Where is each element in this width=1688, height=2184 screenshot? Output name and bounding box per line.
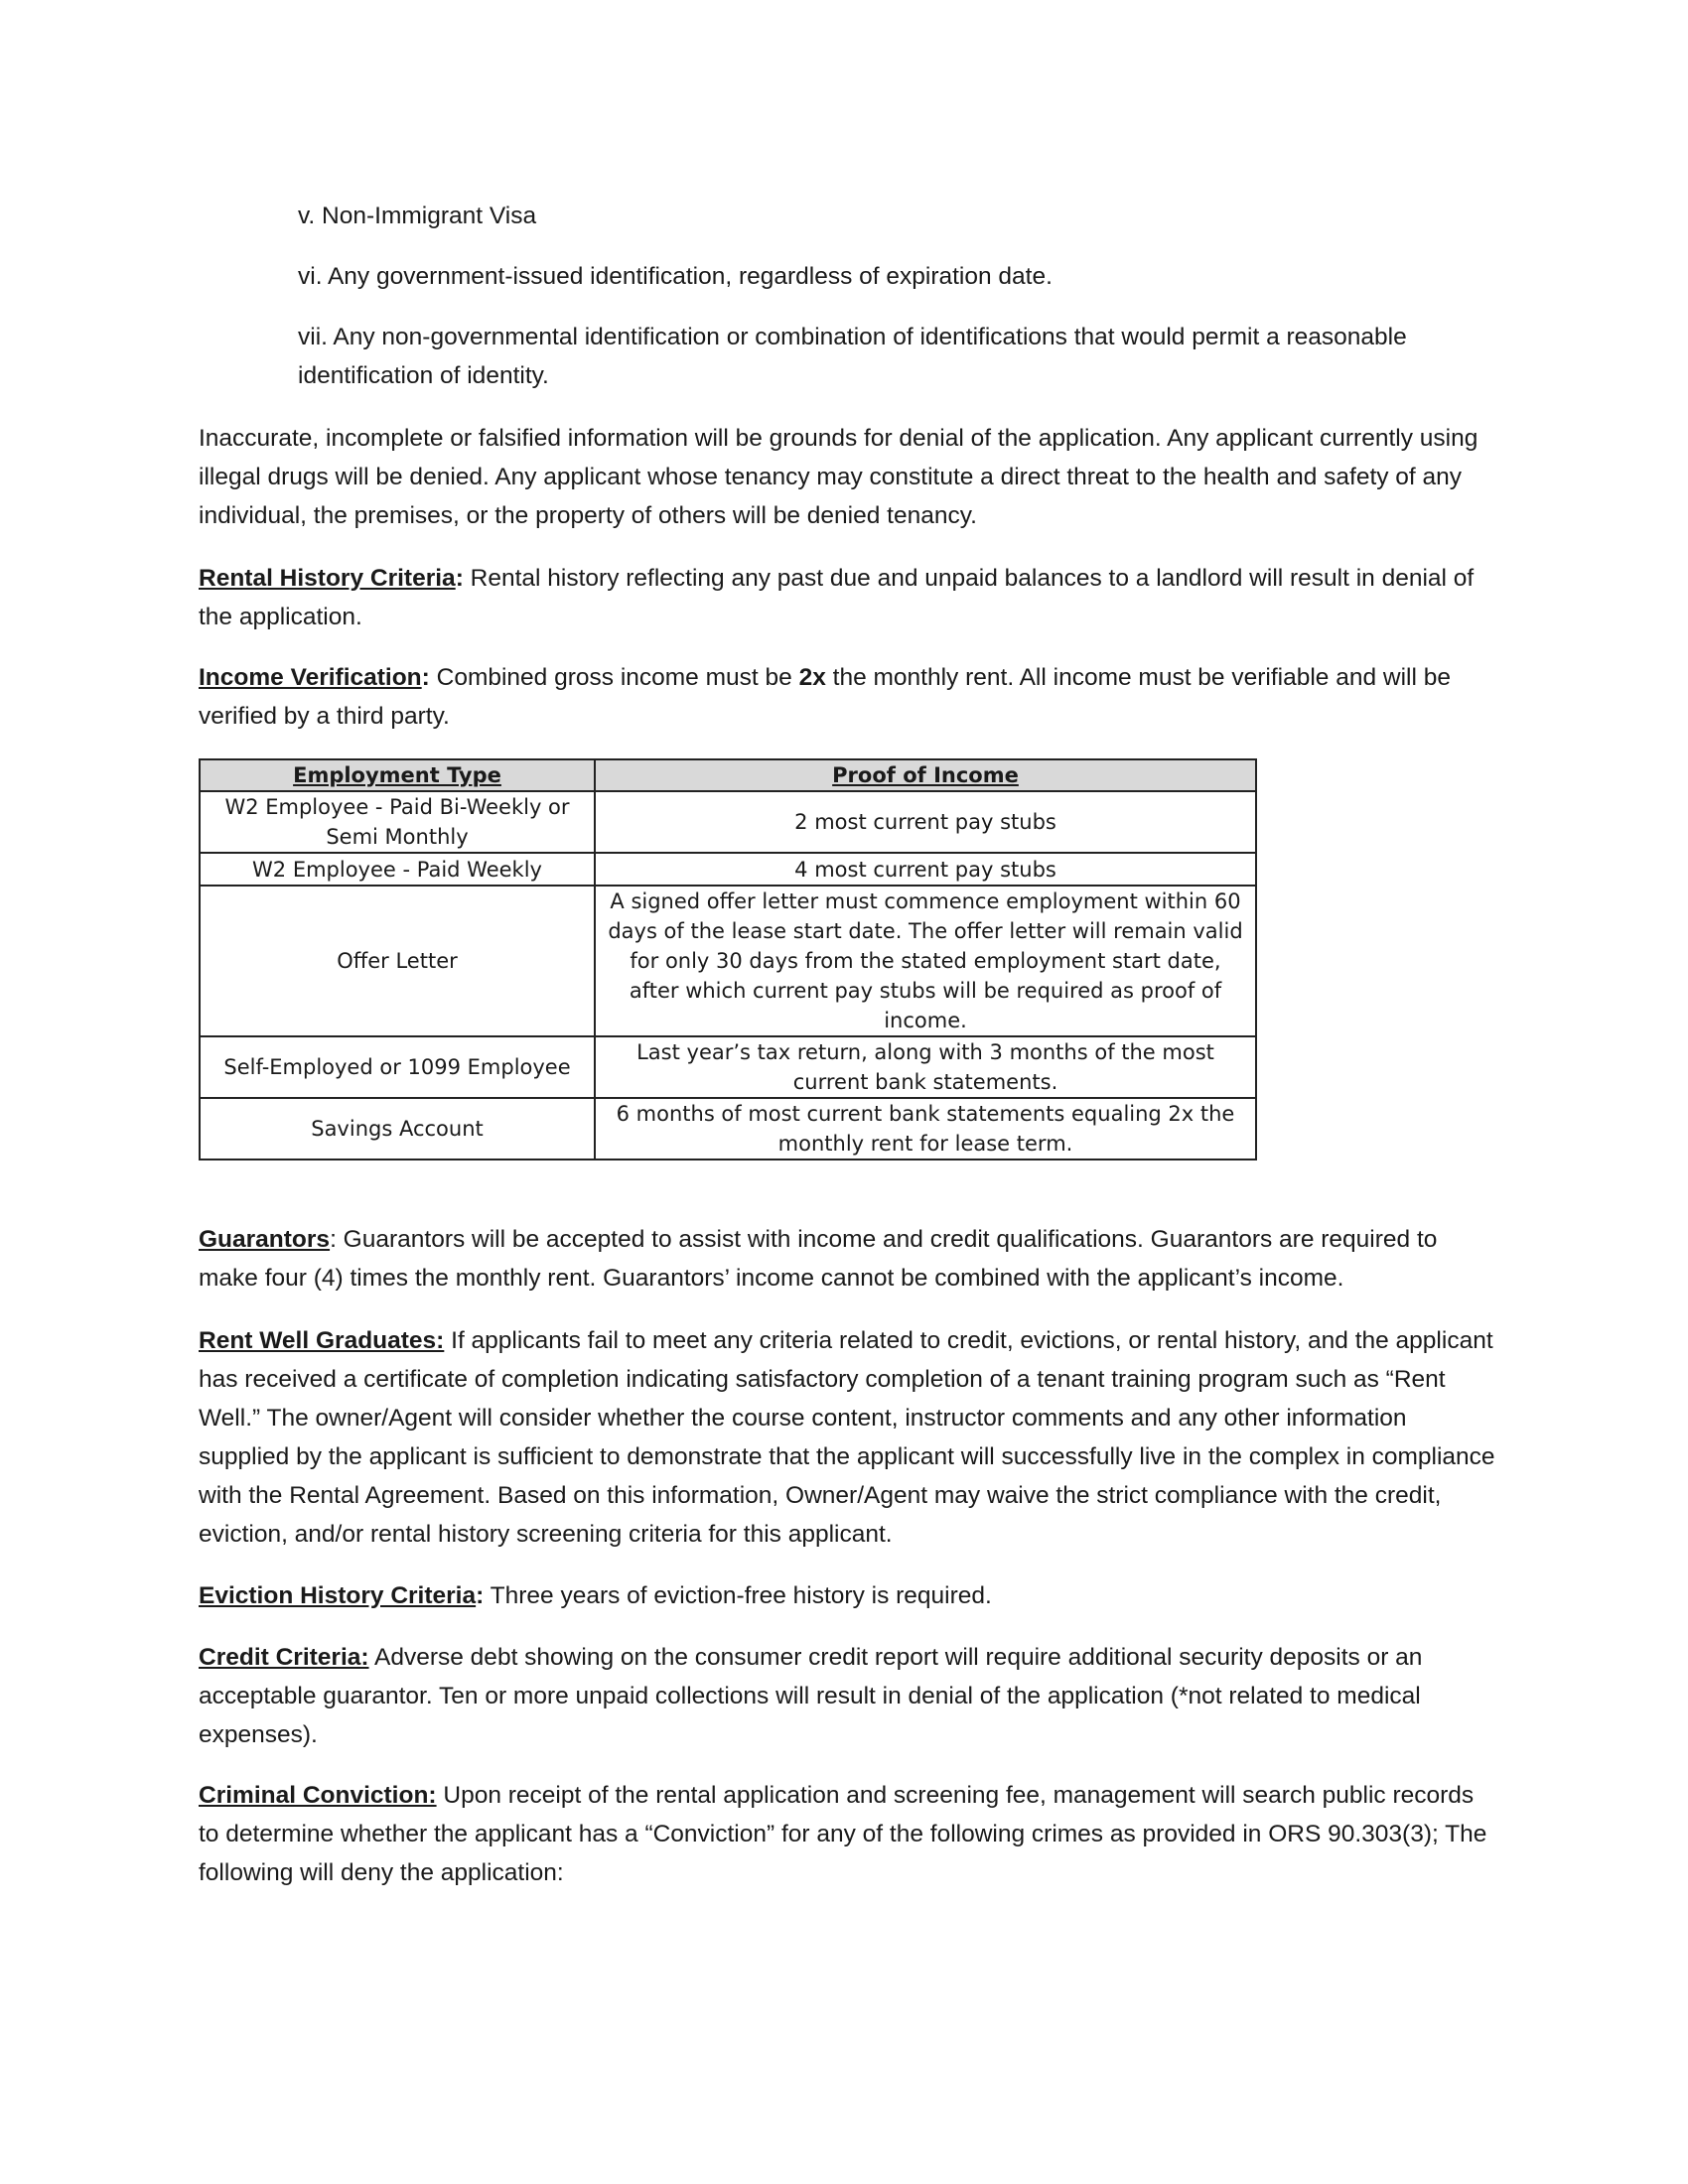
header-employment-type: Employment Type — [200, 759, 595, 791]
employment-type-cell: Offer Letter — [200, 886, 595, 1036]
proof-of-income-cell: Last year’s tax return, along with 3 months of the most current bank statements. — [595, 1036, 1256, 1098]
id-list-item-vii: vii. Any non-governmental identification or combination of identifications that would permit a reasonable identification of identity. — [298, 324, 1407, 389]
table-row — [200, 853, 1256, 886]
rental-history-text: Rental history reflecting any past due and unpaid balances to a landlord will result in denial of the application. — [199, 565, 1475, 630]
rental-history-section: Rental History Criteria: Rental history reflecting any past due and unpaid balances to a landlord will result in denial of the application. — [199, 565, 1475, 630]
table-header-row — [200, 759, 1256, 791]
criminal-conviction-text: Upon receipt of the rental application and screening fee, management will search public records to determine whether the applicant has a “Conviction” for any of the following crimes as provided in ORS 90.303(3); The following will deny the application: — [199, 1782, 1487, 1886]
employment-type-cell: W2 Employee - Paid Bi-Weekly or Semi Monthly — [200, 791, 595, 853]
criminal-conviction-heading: Criminal Conviction: — [199, 1782, 437, 1809]
income-verification-text-after: the monthly rent. All income must be verifiable and will be verified by a third party. — [199, 664, 1451, 730]
rent-well-section — [199, 1321, 1499, 1554]
income-verification-heading: Income Verification — [199, 664, 422, 691]
id-list-item-v: v. Non-Immigrant Visa — [298, 203, 537, 229]
inaccurate-info-paragraph: Inaccurate, incomplete or falsified information will be grounds for denial of the application. Any applicant currently using illegal drugs will be denied. Any applicant whose tenancy may constitute a direct threat to the health and safety of any individual, the premises, or the property of others will be denied tenancy. — [199, 425, 1478, 529]
header-proof-of-income: Proof of Income — [595, 759, 1256, 791]
employment-type-cell: Savings Account — [200, 1098, 595, 1160]
table-row — [200, 886, 1256, 1036]
guarantors-heading: Guarantors — [199, 1226, 331, 1253]
income-verification-text-before: Combined gross income must be — [429, 664, 799, 691]
rent-well-heading: Rent Well Graduates: — [199, 1327, 445, 1354]
rental-history-heading: Rental History Criteria — [199, 565, 456, 592]
rent-well-text: If applicants fail to meet any criteria related to credit, evictions, or rental history, and the applicant has received a certificate of completion indicating satisfactory completion of a tenant training program such as “Rent Well.” The owner/Agent will consider whether the course content, instructor comments and any other information supplied by the applicant is sufficient to demonstrate that the applicant will successfully live in the complex in compliance with the Rental Agreement. Based on this information, Owner/Agent may waive the strict compliance with the credit, eviction, and/or rental history screening criteria for this applicant. — [199, 1327, 1495, 1548]
employment-type-cell: W2 Employee - Paid Weekly — [200, 853, 595, 886]
income-proof-table — [199, 758, 1257, 1160]
credit-criteria-text: Adverse debt showing on the consumer credit report will require additional security deposits or an acceptable guarantor. Ten or more unpaid collections will result in denial of the application (*not related to medical expenses). — [199, 1644, 1423, 1748]
eviction-history-heading: Eviction History Criteria — [199, 1582, 477, 1609]
proof-of-income-cell: 4 most current pay stubs — [595, 853, 1256, 886]
employment-type-cell: Self-Employed or 1099 Employee — [200, 1036, 595, 1098]
income-multiplier: 2x — [798, 664, 826, 691]
guarantors-section — [199, 1220, 1499, 1297]
table-row — [200, 1098, 1256, 1160]
credit-criteria-section — [199, 1638, 1499, 1754]
credit-criteria-heading: Credit Criteria: — [199, 1644, 369, 1671]
proof-of-income-cell: 2 most current pay stubs — [595, 791, 1256, 853]
guarantors-text: : Guarantors will be accepted to assist with income and credit qualifications. Guarantors are required to make four (4) times the monthly rent. Guarantors’ income cannot be combined with the applicant’s income. — [199, 1226, 1438, 1292]
eviction-history-text: Three years of eviction-free history is required. — [484, 1582, 992, 1609]
income-verification-section: Income Verification: Combined gross income must be 2x the monthly rent. All income must be verifiable and will be verified by a third party. — [199, 664, 1451, 730]
table-row — [200, 791, 1256, 853]
id-list-item-vi: vi. Any government-issued identification, regardless of expiration date. — [298, 263, 1053, 290]
proof-of-income-cell: 6 months of most current bank statements equaling 2x the monthly rent for lease term. — [595, 1098, 1256, 1160]
proof-of-income-cell: A signed offer letter must commence employment within 60 days of the lease start date. The offer letter will remain valid for only 30 days from the stated employment start date, after which current pay stubs will be required as proof of income. — [595, 886, 1256, 1036]
criminal-conviction-section — [199, 1776, 1499, 1892]
eviction-history-section: Eviction History Criteria: Three years of eviction-free history is required. — [199, 1582, 992, 1609]
table-row — [200, 1036, 1256, 1098]
